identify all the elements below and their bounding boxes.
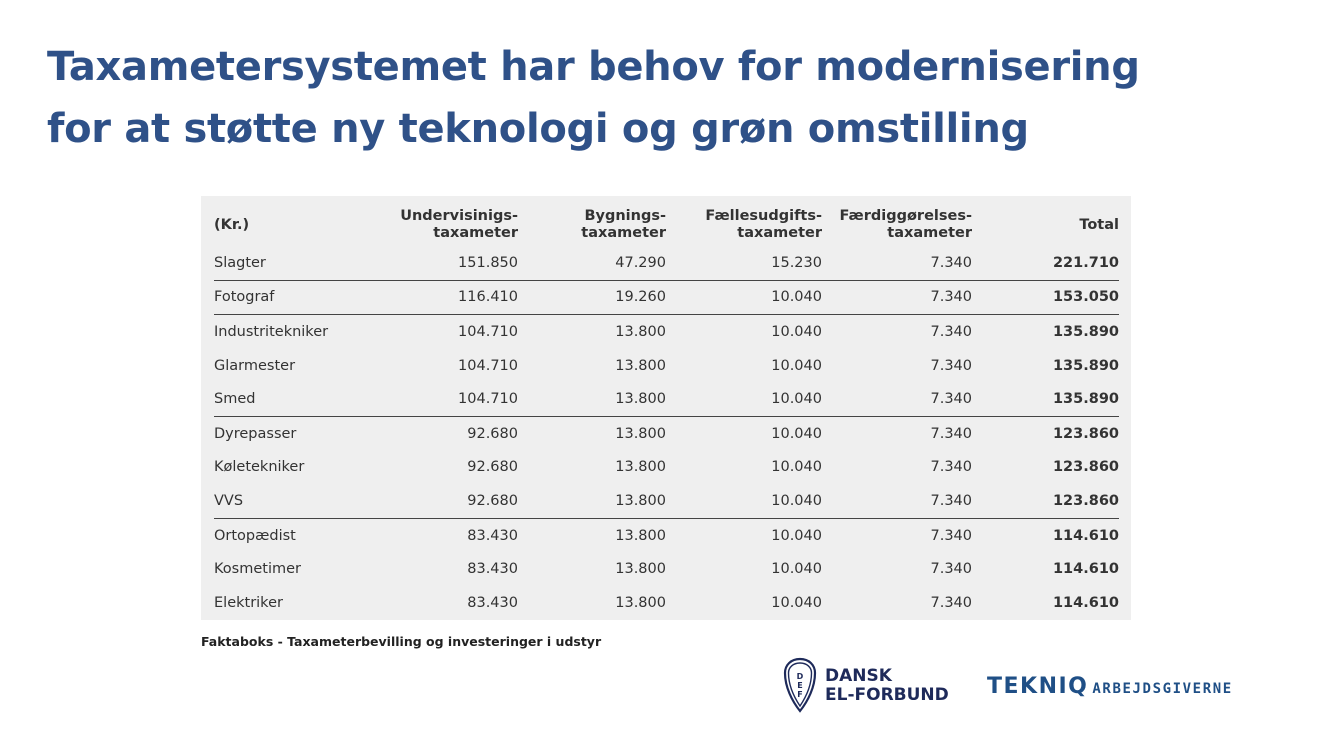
row-value: 92.680 xyxy=(349,484,518,518)
row-value: 13.800 xyxy=(518,382,666,416)
row-value: 104.710 xyxy=(349,382,518,416)
table-row xyxy=(214,451,1119,485)
row-total: 114.610 xyxy=(1052,594,1119,611)
row-value: 13.800 xyxy=(518,484,666,518)
row-value: 15.230 xyxy=(666,246,822,280)
table-row xyxy=(214,349,1119,383)
row-label: Kosmetimer xyxy=(214,561,301,578)
row-value: 10.040 xyxy=(771,425,822,442)
row-label: Slagter xyxy=(214,246,349,280)
table-row xyxy=(214,416,1119,450)
row-value: 7.340 xyxy=(822,246,972,280)
row-value: 7.340 xyxy=(822,280,972,315)
row-label: Dyrepasser xyxy=(214,425,297,442)
row-value: 10.040 xyxy=(771,459,822,476)
row-value: 151.850 xyxy=(349,246,518,280)
row-label: Ortopædist xyxy=(214,527,296,544)
table-row xyxy=(214,484,1119,518)
row-value: 7.340 xyxy=(930,323,972,340)
table-row xyxy=(214,586,1119,620)
row-value: 104.710 xyxy=(458,357,518,374)
row-value: 10.040 xyxy=(666,484,822,518)
row-total: 153.050 xyxy=(972,280,1119,315)
row-total: 135.890 xyxy=(972,382,1119,416)
row-total: 221.710 xyxy=(972,246,1119,280)
svg-text:F: F xyxy=(797,690,803,699)
row-value: 47.290 xyxy=(518,246,666,280)
row-value: 10.040 xyxy=(666,382,822,416)
svg-text:D: D xyxy=(796,672,804,681)
row-total: 135.890 xyxy=(1052,357,1119,374)
header-total: Total xyxy=(1079,216,1119,233)
table-row xyxy=(214,382,1119,416)
table-row xyxy=(214,246,1119,280)
header-undervisnings: Undervisinigs- taxameter xyxy=(400,208,518,241)
row-total: 135.890 xyxy=(1052,323,1119,340)
row-label: Elektriker xyxy=(214,594,283,611)
row-value: 83.430 xyxy=(467,527,518,544)
row-label: Fotograf xyxy=(214,280,349,315)
row-value: 10.040 xyxy=(771,357,822,374)
row-value: 13.800 xyxy=(615,425,666,442)
row-value: 116.410 xyxy=(349,280,518,315)
table-row xyxy=(214,280,1119,315)
row-label: Glarmester xyxy=(214,357,296,374)
table-header-row xyxy=(214,204,1119,246)
row-value: 104.710 xyxy=(458,323,518,340)
row-label: Køletekniker xyxy=(214,459,305,476)
row-value: 13.800 xyxy=(615,561,666,578)
row-value: 7.340 xyxy=(822,484,972,518)
row-value: 19.260 xyxy=(518,280,666,315)
header-kr: (Kr.) xyxy=(214,216,250,233)
row-value: 10.040 xyxy=(771,323,822,340)
dansk-el-forbund-logo xyxy=(782,657,952,713)
svg-text:E: E xyxy=(797,681,803,690)
title-line-1: Taxametersystemet har behov for modernisering xyxy=(47,44,1140,90)
row-total: 123.860 xyxy=(1052,459,1119,476)
slide-title xyxy=(47,36,1147,160)
taxameter-table xyxy=(214,204,1119,620)
table-row xyxy=(214,552,1119,586)
row-value: 7.340 xyxy=(930,459,972,476)
header-bygnings: Bygnings- taxameter xyxy=(581,208,666,241)
row-value: 13.800 xyxy=(615,323,666,340)
tekniq-logo xyxy=(987,674,1233,699)
row-value: 92.680 xyxy=(467,459,518,476)
title-line-2: for at støtte ny teknologi og grøn omstilling xyxy=(47,106,1029,152)
row-label: VVS xyxy=(214,484,349,518)
row-value: 7.340 xyxy=(930,527,972,544)
header-faellesudgifts: Fællesudgifts- taxameter xyxy=(705,208,822,241)
row-value: 83.430 xyxy=(467,561,518,578)
row-value: 13.800 xyxy=(615,594,666,611)
row-label: Industritekniker xyxy=(214,323,329,340)
table-row xyxy=(214,518,1119,552)
row-label: Smed xyxy=(214,382,349,416)
header-faerdiggoerelses: Færdiggørelses- taxameter xyxy=(839,208,972,241)
row-total: 114.610 xyxy=(1052,561,1119,578)
def-emblem-icon xyxy=(782,657,818,713)
row-value: 83.430 xyxy=(467,594,518,611)
row-value: 7.340 xyxy=(930,594,972,611)
def-logo-line-2: EL-FORBUND xyxy=(825,685,949,705)
row-value: 10.040 xyxy=(771,594,822,611)
row-value: 7.340 xyxy=(930,357,972,374)
row-value: 7.340 xyxy=(930,425,972,442)
row-value: 13.800 xyxy=(615,527,666,544)
row-value: 92.680 xyxy=(467,425,518,442)
table-body xyxy=(214,246,1119,620)
tekniq-sub: ARBEJDSGIVERNE xyxy=(1092,681,1233,697)
row-total: 123.860 xyxy=(972,484,1119,518)
row-value: 10.040 xyxy=(771,561,822,578)
row-value: 7.340 xyxy=(930,561,972,578)
row-value: 10.040 xyxy=(666,280,822,315)
def-logo-line-1: DANSK xyxy=(825,666,892,686)
table-row xyxy=(214,315,1119,349)
row-total: 114.610 xyxy=(1052,527,1119,544)
row-value: 13.800 xyxy=(615,459,666,476)
def-logo-text xyxy=(825,667,949,705)
caption: Faktaboks - Taxameterbevilling og investeringer i udstyr xyxy=(201,634,602,649)
taxameter-table-panel xyxy=(201,196,1131,620)
row-value: 7.340 xyxy=(822,382,972,416)
tekniq-brand: TEKNIQ xyxy=(987,674,1089,699)
row-value: 13.800 xyxy=(615,357,666,374)
row-total: 123.860 xyxy=(1052,425,1119,442)
row-value: 10.040 xyxy=(771,527,822,544)
